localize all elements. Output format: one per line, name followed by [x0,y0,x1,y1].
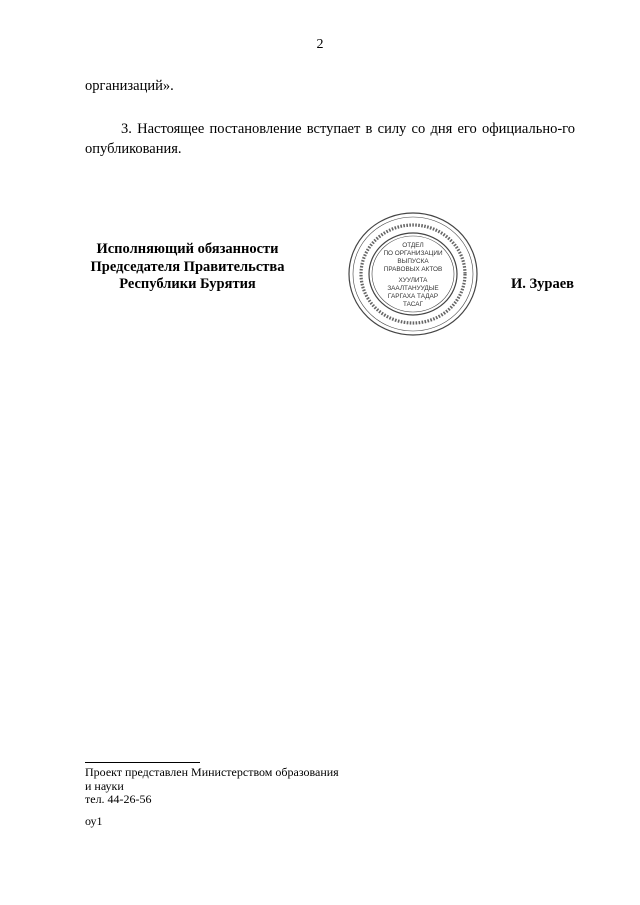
seal-text-7: ГАРГАХА ТАДАР [387,293,439,300]
seal-text-2: ПО ОРГАНИЗАЦИИ [383,250,443,257]
footer-divider [85,762,200,763]
paragraph-3: 3. Настоящее постановление вступает в силу со дня его официально-го опубликования. [85,121,575,157]
seal-text-5: ХУУЛИТА [398,277,428,284]
seal-text-3: ВЫПУСКА [397,258,429,265]
footer-line-2: и науки [85,778,124,793]
signatory-title [80,241,295,294]
official-seal [346,210,480,338]
footer-note [85,766,339,807]
signatory-title-line-1: Исполняющий обязанности [96,241,279,257]
seal-text-8: ТАСАГ [402,301,424,308]
seal-text-6: ЗААЛТАНУУДЫЕ [387,285,439,292]
page-number: 2 [316,37,324,52]
signatory-title-line-3: Республики Бурятия [119,276,256,292]
signatory-name: И. Зураев [510,276,574,292]
paragraph-continuation: организаций». [85,78,174,94]
footer-phone: тел. 44-26-56 [85,792,152,806]
footer-line-1: Проект представлен Министерством образования [85,765,339,779]
seal-text-4: ПРАВОВЫХ АКТОВ [383,266,443,273]
document-code: оу1 [85,814,103,828]
seal-text-1: ОТДЕЛ [402,242,424,249]
signatory-title-line-2: Председателя Правительства [90,258,285,275]
